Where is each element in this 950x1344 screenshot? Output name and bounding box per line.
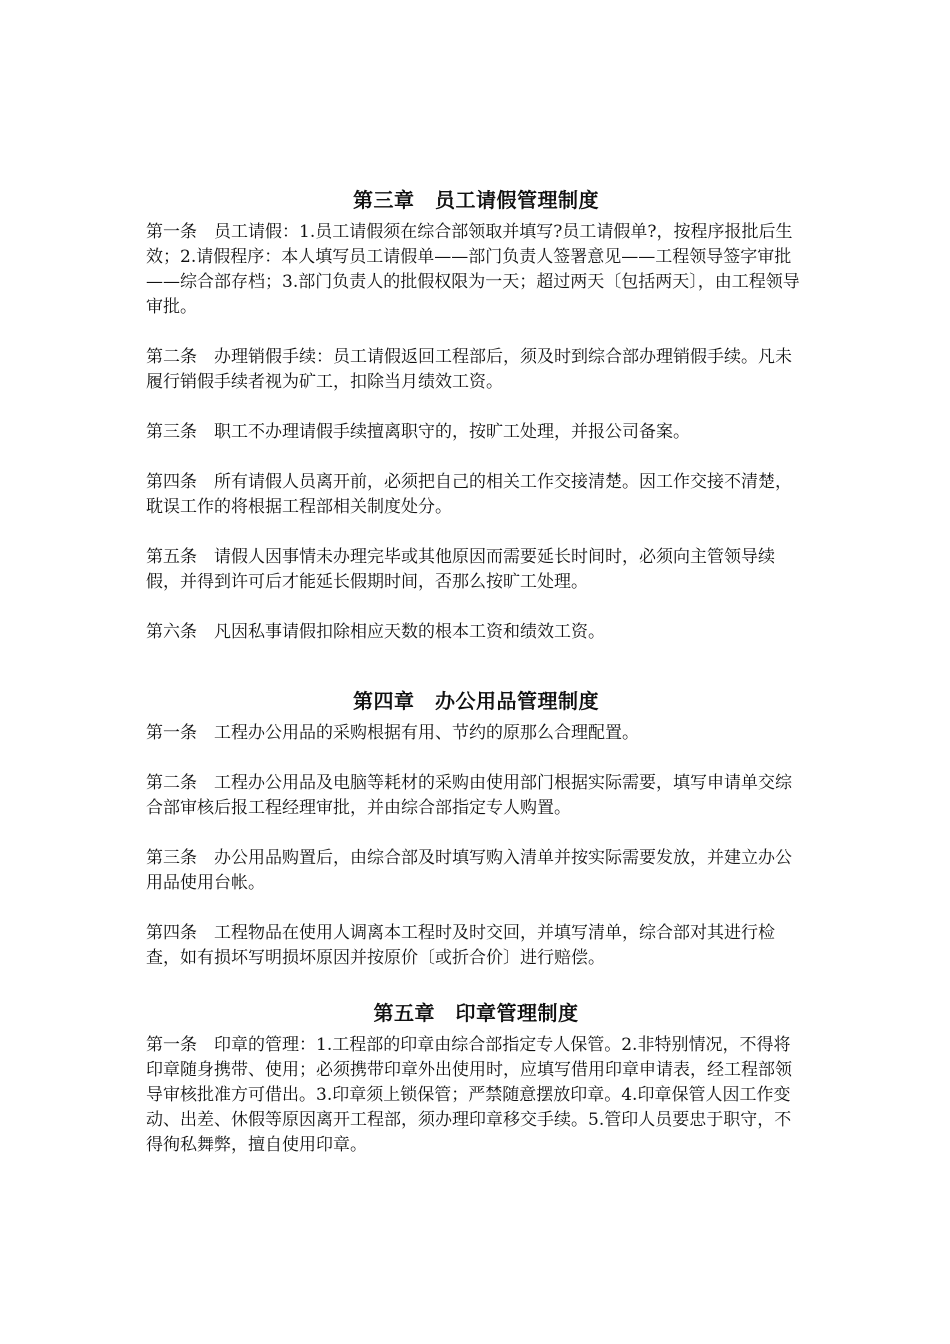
- article-1: 第一条 员工请假：1.员工请假须在综合部领取并填写?员工请假单?，按程序报批后生效；2.请假程序：本人填写员工请假单——部门负责人签署意见——工程领导签字审批——综合部存档；3.部门负责人的批假权限为一天；超过两天〔包括两天〕，由工程领导审批。: [146, 222, 800, 317]
- article-1: 第一条 印章的管理：1.工程部的印章由综合部指定专人保管。2.非特别情况，不得将印章随身携带、使用；必须携带印章外出使用时，应填写借用印章申请表，经工程部领导审核批准方可借出。3.印章须上锁保管；严禁随意摆放印章。4.印章保管人因工作变动、出差、休假等原因离开工程部，须办理印章移交手续。5.管印人员要忠于职守，不得徇私舞弊，擅自使用印章。: [146, 1035, 792, 1155]
- chapter-3: [146, 186, 806, 645]
- article-2: 第二条 办理销假手续：员工请假返回工程部后，须及时到综合部办理销假手续。凡未履行销假手续者视为矿工，扣除当月绩效工资。: [146, 347, 792, 392]
- chapter-title: 第四章 办公用品管理制度: [353, 689, 599, 713]
- article-6: 第六条 凡因私事请假扣除相应天数的根本工资和绩效工资。: [146, 622, 605, 642]
- document-page: [146, 186, 806, 1158]
- article-3: 第三条 职工不办理请假手续擅离职守的，按旷工处理，并报公司备案。: [146, 422, 690, 442]
- article-4: 第四条 工程物品在使用人调离本工程时及时交回，并填写清单，综合部对其进行检查，如有损坏写明损坏原因并按原价〔或折合价〕进行赔偿。: [146, 923, 775, 968]
- chapter-title: 第三章 员工请假管理制度: [353, 188, 599, 212]
- article-1: 第一条 工程办公用品的采购根据有用、节约的原那么合理配置。: [146, 723, 639, 743]
- article-2: 第二条 工程办公用品及电脑等耗材的采购由使用部门根据实际需要，填写申请单交综合部审核后报工程经理审批，并由综合部指定专人购置。: [146, 773, 792, 818]
- chapter-title: 第五章 印章管理制度: [373, 1001, 579, 1025]
- article-5: 第五条 请假人因事情未办理完毕或其他原因而需要延长时间时，必须向主管领导续假，并得到许可后才能延长假期时间，否那么按旷工处理。: [146, 547, 775, 592]
- chapter-5: [146, 999, 806, 1158]
- article-4: 第四条 所有请假人员离开前，必须把自己的相关工作交接清楚。因工作交接不清楚，耽误工作的将根据工程部相关制度处分。: [146, 472, 792, 517]
- chapter-4: [146, 687, 806, 971]
- article-3: 第三条 办公用品购置后，由综合部及时填写购入清单并按实际需要发放，并建立办公用品使用台帐。: [146, 848, 792, 893]
